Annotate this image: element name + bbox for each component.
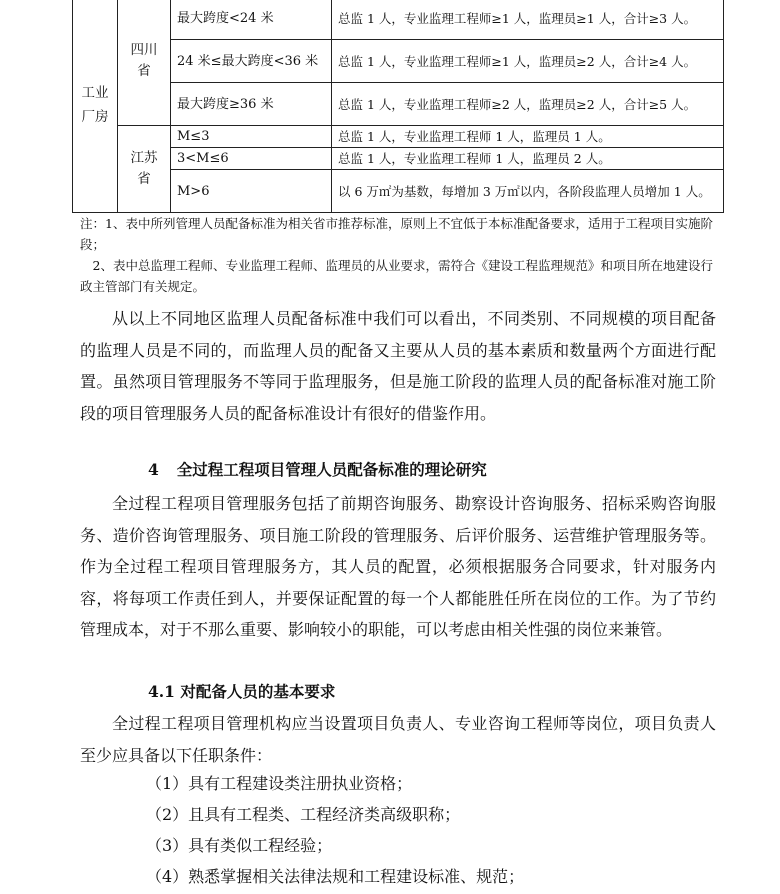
project-type-cell: [73, 0, 118, 213]
staffing-standard-table: [72, 0, 724, 213]
scale-cell: 最大跨度<24 米: [171, 0, 332, 40]
body-paragraph: 从以上不同地区监理人员配备标准中我们可以看出，不同类别、不同规模的项目配备的监理人员是不同的，而监理人员的配备又主要从人员的基本素质和数量两个方面进行配置。虽然项目管理服务不等同于监理服务，但是施工阶段的监理人员的配备标准对施工阶段的项目管理服务人员的配备标准设计有很好的借鉴作用。: [80, 309, 716, 423]
requirement-item: （2）且具有工程类、工程经济类高级职称；: [146, 805, 461, 824]
table-row: [73, 83, 724, 126]
project-type-label: 工业 厂房: [81, 84, 109, 125]
table-row: [73, 126, 724, 148]
scale-cell: 最大跨度≥36 米: [171, 83, 332, 126]
staffing-cell: 总监 1 人，专业监理工程师≥2 人，监理员≥2 人，合计≥5 人。: [332, 83, 724, 126]
staffing-cell: 总监 1 人，专业监理工程师≥1 人，监理员≥1 人，合计≥3 人。: [332, 0, 724, 40]
section-heading: [148, 458, 487, 482]
table-note-2: 2、表中总监理工程师、专业监理工程师、监理员的从业要求，需符合《建设工程监理规范》和项目所在地建设行政主管部门有关规定。: [80, 258, 713, 294]
scale-cell: M>6: [171, 170, 332, 213]
body-paragraph: 全过程工程项目管理服务包括了前期咨询服务、勘察设计咨询服务、招标采购咨询服务、造价咨询管理服务、项目施工阶段的管理服务、后评价服务、运营维护管理服务等。作为全过程工程项目管理服务方，其人员的配置，必须根据服务合同要求，针对服务内容，将每项工作责任到人，并要保证配置的每一个人都能胜任所在岗位的工作。为了节约管理成本，对于不那么重要、影响较小的职能，可以考虑由相关性强的岗位来兼管。: [80, 494, 716, 639]
table-row: [73, 170, 724, 213]
table-row: [73, 148, 724, 170]
region-cell-jiangsu: 江苏省: [118, 126, 171, 213]
staffing-cell: 以 6 万㎡为基数，每增加 3 万㎡以内，各阶段监理人员增加 1 人。: [332, 170, 724, 213]
region-cell-sichuan: 四川省: [118, 0, 171, 126]
subsection-heading: 4.1 对配备人员的基本要求: [148, 682, 336, 701]
table-note-1: 注：1、表中所列管理人员配备标准为相关省市推荐标准，原则上不宜低于本标准配备要求，适用于工程项目实施阶段；: [80, 216, 713, 252]
section-number: 4: [148, 460, 159, 479]
requirement-item: （3）具有类似工程经验；: [146, 836, 333, 855]
scale-cell: 3<M≤6: [171, 148, 332, 170]
scale-cell: M≤3: [171, 126, 332, 148]
requirement-item: （4）熟悉掌握相关法律法规和工程建设标准、规范；: [146, 867, 525, 886]
staffing-cell: 总监 1 人，专业监理工程师≥1 人，监理员≥2 人，合计≥4 人。: [332, 40, 724, 83]
scale-cell: 24 米≤最大跨度<36 米: [171, 40, 332, 83]
table-row: [73, 0, 724, 40]
body-paragraph: 全过程工程项目管理机构应当设置项目负责人、专业咨询工程师等岗位，项目负责人至少应具备以下任职条件：: [80, 714, 716, 765]
staffing-cell: 总监 1 人，专业监理工程师 1 人，监理员 1 人。: [332, 126, 724, 148]
section-title: 全过程工程项目管理人员配备标准的理论研究: [176, 460, 487, 479]
staffing-cell: 总监 1 人，专业监理工程师 1 人，监理员 2 人。: [332, 148, 724, 170]
table-row: [73, 40, 724, 83]
requirement-item: （1）具有工程建设类注册执业资格；: [146, 774, 413, 793]
